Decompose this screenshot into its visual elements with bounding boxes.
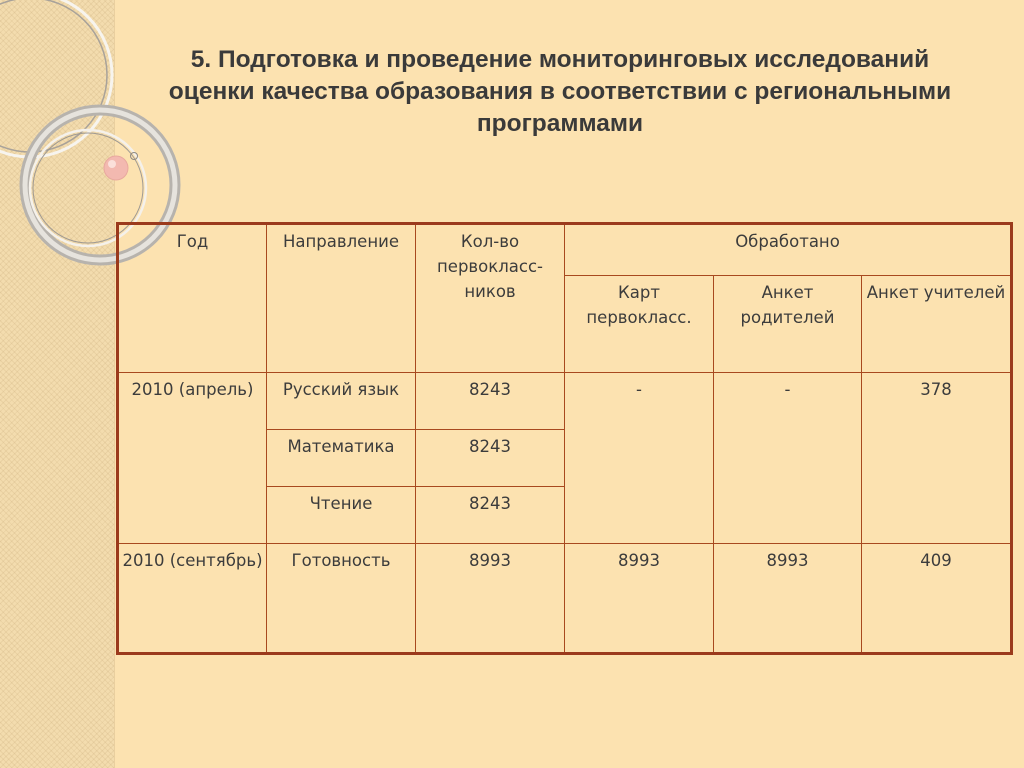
table-row [118, 544, 1012, 654]
header-count: Кол-во первокласс-ников [416, 224, 565, 373]
cell-count: 8243 [416, 373, 565, 430]
header-cards: Карт первокласс. [565, 276, 714, 373]
cell-direction: Математика [267, 430, 416, 487]
cell-parent-surveys: - [714, 373, 862, 544]
header-year: Год [118, 224, 267, 373]
cell-cards: 8993 [565, 544, 714, 654]
header-processed: Обработано [565, 224, 1012, 276]
slide-title: 5. Подготовка и проведение мониторинговых исследований оценки качества образования в соответствии с региональными программами [168, 46, 952, 137]
header-parent-surveys: Анкет родителей [714, 276, 862, 373]
cell-count: 8243 [416, 487, 565, 544]
table-row [118, 373, 1012, 430]
monitoring-table [116, 222, 1013, 655]
header-direction: Направление [267, 224, 416, 373]
cell-cards: - [565, 373, 714, 544]
header-teacher-surveys: Анкет учителей [862, 276, 1012, 373]
cell-direction: Чтение [267, 487, 416, 544]
cell-direction: Готовность [267, 544, 416, 654]
cell-teacher-surveys: 378 [862, 373, 1012, 544]
cell-count: 8993 [416, 544, 565, 654]
cell-teacher-surveys: 409 [862, 544, 1012, 654]
cell-direction: Русский язык [267, 373, 416, 430]
cell-year: 2010 (апрель) [118, 373, 267, 544]
cell-parent-surveys: 8993 [714, 544, 862, 654]
header-row [118, 224, 1012, 276]
cell-year: 2010 (сентябрь) [118, 544, 267, 654]
cell-count: 8243 [416, 430, 565, 487]
